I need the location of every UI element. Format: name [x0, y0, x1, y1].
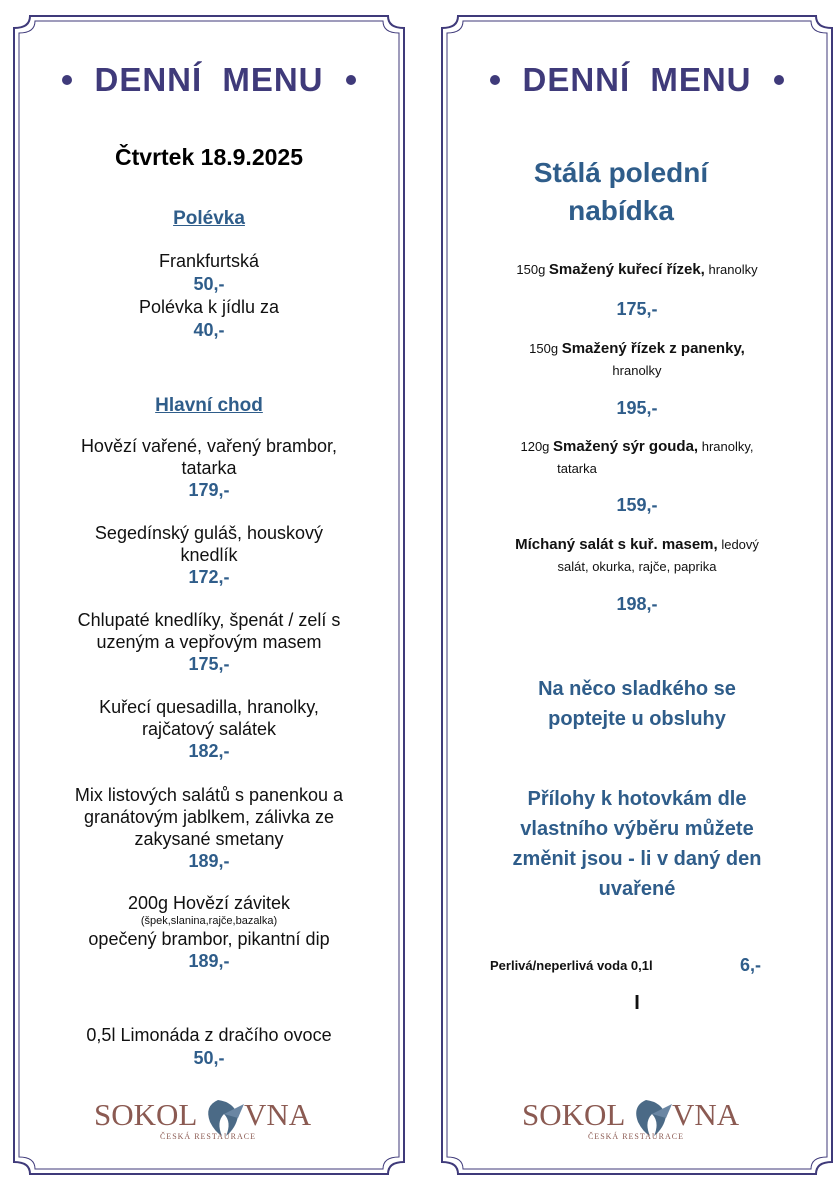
dessert-note [440, 674, 834, 734]
item-price: 159,- [616, 495, 658, 515]
dish-line: Segedínský guláš, houskový [94, 523, 324, 543]
dish-note: (špek,slanina,rajče,bazalka) [140, 915, 278, 927]
note-line: uvařené [598, 878, 676, 900]
dish-price: 175,- [188, 654, 230, 674]
soup-with-meal-label: Polévka k jídlu za [138, 297, 280, 317]
falcon-icon [636, 1100, 672, 1136]
water-label: Perlivá/neperlivá voda 0,1l [490, 958, 653, 973]
drink-name: 0,5l Limonáda z dračího ovoce [86, 1025, 332, 1045]
item-price: 175,- [616, 299, 658, 319]
note-line: Přílohy k hotovkám dle [527, 788, 747, 810]
dish-price: 189,- [188, 851, 230, 871]
item-side: hranolky [612, 363, 662, 378]
menu-header-title: DENNÍ MENU [94, 61, 324, 98]
logo-text: SOKOL [94, 1097, 198, 1132]
list-item [12, 784, 406, 872]
main-section-title: Hlavní chod [155, 395, 263, 416]
dish-line: granátovým jablkem, zálivka ze [83, 807, 335, 827]
item-side: hranolky [708, 262, 758, 277]
note-line: Na něco sladkého se [538, 678, 736, 700]
item-name: Míchaný salát s kuř. masem, [515, 536, 718, 553]
item-name: Smažený řízek z panenky, [561, 340, 745, 357]
stray-mark: I [634, 992, 640, 1014]
bullet-dot-icon [62, 75, 72, 85]
logo-subtitle: ČESKÁ RESTAURACE [587, 1132, 685, 1141]
bullet-dot-icon [490, 75, 500, 85]
list-item [440, 436, 834, 480]
note-line: změnit jsou - li v daný den [512, 848, 762, 870]
right-menu-panel [440, 14, 834, 1176]
bullet-dot-icon [346, 75, 356, 85]
heading-line: nabídka [568, 195, 674, 226]
standing-offer-heading [424, 154, 818, 230]
soup-section-title: Polévka [173, 208, 245, 229]
menu-header-title: DENNÍ MENU [522, 61, 752, 98]
dish-line: Mix listových salátů s panenkou a [74, 785, 344, 805]
list-item [440, 259, 834, 281]
item-price: 195,- [616, 398, 658, 418]
dish-line: Hovězí vařené, vařený brambor, [80, 436, 338, 456]
list-item [12, 609, 406, 675]
item-price: 198,- [616, 594, 658, 614]
dish-price: 179,- [188, 480, 230, 500]
soup-name: Frankfurtská [158, 251, 260, 271]
item-weight: 120g [520, 439, 550, 454]
item-name: Smažený kuřecí řízek, [548, 261, 705, 278]
list-item [440, 534, 834, 578]
logo-text: VNA [672, 1097, 740, 1132]
note-line: vlastního výběru můžete [520, 818, 754, 840]
item-side: hranolky, [701, 439, 754, 454]
dish-line: opečený brambor, pikantní dip [88, 929, 330, 949]
dish-line: Chlupaté knedlíky, špenát / zelí s [77, 610, 341, 630]
item-weight: 150g [516, 262, 546, 277]
soup-price: 50,- [193, 274, 225, 294]
drink-price: 50,- [193, 1048, 225, 1068]
dish-line: rajčatový salátek [141, 719, 277, 739]
item-side: tatarka [557, 461, 597, 476]
dish-price: 189,- [188, 951, 230, 971]
dish-line: knedlík [180, 545, 238, 565]
list-item [12, 522, 406, 588]
heading-line: Stálá polední [533, 157, 709, 188]
bullet-dot-icon [774, 75, 784, 85]
list-item [12, 696, 406, 762]
sides-note [440, 784, 834, 904]
dish-line: uzeným a vepřovým masem [96, 632, 322, 652]
item-side: salát, okurka, rajče, paprika [557, 559, 717, 574]
menu-header [440, 58, 834, 102]
dish-price: 172,- [188, 567, 230, 587]
menu-header [12, 58, 406, 102]
item-side: ledový [721, 537, 759, 552]
item-name: Smažený sýr gouda, [553, 438, 699, 455]
logo-text: VNA [244, 1097, 312, 1132]
logo-subtitle: ČESKÁ RESTAURACE [159, 1132, 257, 1141]
menu-date: Čtvrtek 18.9.2025 [115, 144, 303, 170]
list-item [12, 892, 406, 972]
logo-text: SOKOL [522, 1097, 626, 1132]
dish-line: tatarka [181, 458, 237, 478]
water-price: 6,- [740, 955, 762, 975]
dish-price: 182,- [188, 741, 230, 761]
soup-with-meal-price: 40,- [193, 320, 225, 340]
dish-line: 200g Hovězí závitek [127, 893, 291, 913]
sokolovna-logo [12, 1092, 406, 1144]
note-line: poptejte u obsluhy [548, 708, 726, 730]
left-menu-panel [12, 14, 406, 1176]
dish-line: Kuřecí quesadilla, hranolky, [99, 697, 319, 717]
item-weight: 150g [529, 341, 559, 356]
list-item [440, 338, 834, 382]
falcon-icon [208, 1100, 244, 1136]
dish-line: zakysané smetany [134, 829, 284, 849]
sokolovna-logo [440, 1092, 834, 1144]
